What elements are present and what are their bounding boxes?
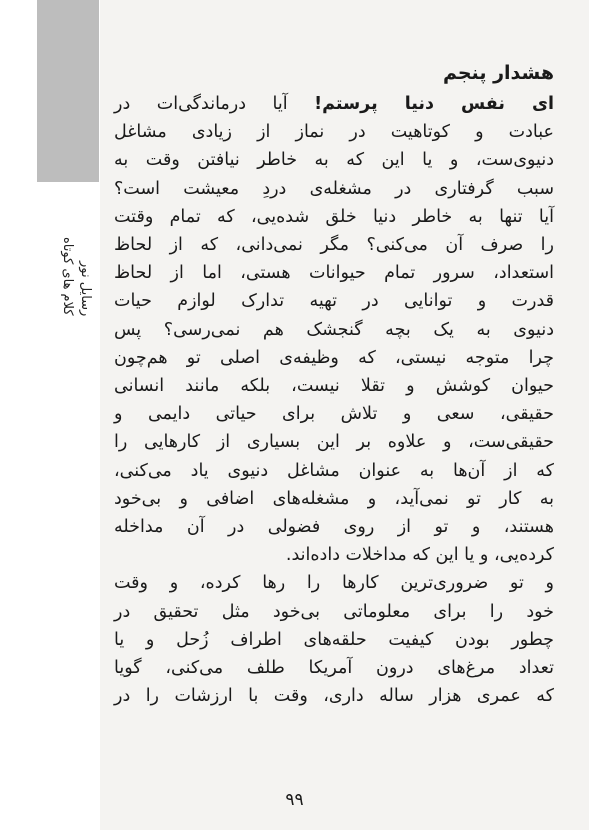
body-text (114, 56, 554, 710)
text-line: که از آن‌ها به عنوان مشاغل دنیوی یاد می‌کنی، (114, 460, 554, 481)
text-line: استعداد، سرور تمام حیوانات هستی، اما از لحاظ (114, 263, 554, 284)
text-line: دنیوی به یک بچه گنجشک هم نمی‌رسی؟ پس (114, 319, 554, 340)
text-line: عبادت و کوتاهیت در نماز از زیادی مشاغل (114, 122, 554, 143)
text-line: کرده‌یی، و یا این که مداخلات داده‌اند. (285, 545, 554, 566)
text-line: و تو ضروری‌ترین کارها را رها کرده، و وقت (114, 573, 554, 594)
text-line: هستند، و تو از روی فضولی در آن مداخله (114, 517, 554, 538)
running-header-section: کلام های کوتاه (60, 237, 75, 316)
section-heading: هشدار پنجم (442, 62, 554, 84)
text-line: خود را برای معلوماتی بی‌خود مثل تحقیق در (114, 601, 554, 622)
section-tab (37, 0, 99, 182)
paragraph-lines (114, 90, 554, 710)
text-line: تعداد مرغ‌های درون آمریکا طلف می‌کنی، گویا (114, 658, 554, 679)
text-line: چرا متوجه نیستی، که وظیفه‌ی اصلی تو هم‌چون (114, 347, 554, 368)
text-line: دنیوی‌ست، و یا این که به خاطر نیافتن وقت به (114, 150, 554, 171)
text-line: حقیقی، سعی و تلاش برای حیاتی دایمی و (114, 404, 554, 425)
text-line: که عمری هزار ساله داری، وقت با ارزشات را در (114, 686, 554, 707)
running-header-series: رسایل نور (78, 260, 93, 316)
line-text: آیا درماندگی‌ات در (114, 94, 315, 114)
text-line: چطور بودن کیفیت حلقه‌های اطراف زُحل و یا (114, 629, 554, 650)
text-line: حقیقی‌ست، و علاوه بر این بسیاری از کارهایی را (114, 432, 554, 453)
text-line: قدرت و توانایی در تهیه تدارک لوازم حیات (114, 291, 554, 312)
running-header (58, 186, 94, 316)
text-line (114, 90, 554, 118)
emphasis-text: ای نفس دنیا پرستم! (314, 94, 554, 114)
text-line: سبب گرفتاری در مشغله‌ی دردِ معیشت است؟ (114, 178, 554, 199)
text-line: آیا تنها به خاطر دنیا خلق شده‌یی، که تمام وقتت (114, 206, 554, 227)
text-line: را صرف آن می‌کنی؟ مگر نمی‌دانی، که از لحاظ (114, 235, 554, 256)
text-line: به کار تو نمی‌آید، و مشغله‌های اضافی و بی‌خود (114, 488, 554, 509)
text-line: حیوان کوشش و تقلا نیست، بلکه مانند انسانی (114, 376, 554, 397)
page-number: ۹۹ (285, 790, 304, 810)
